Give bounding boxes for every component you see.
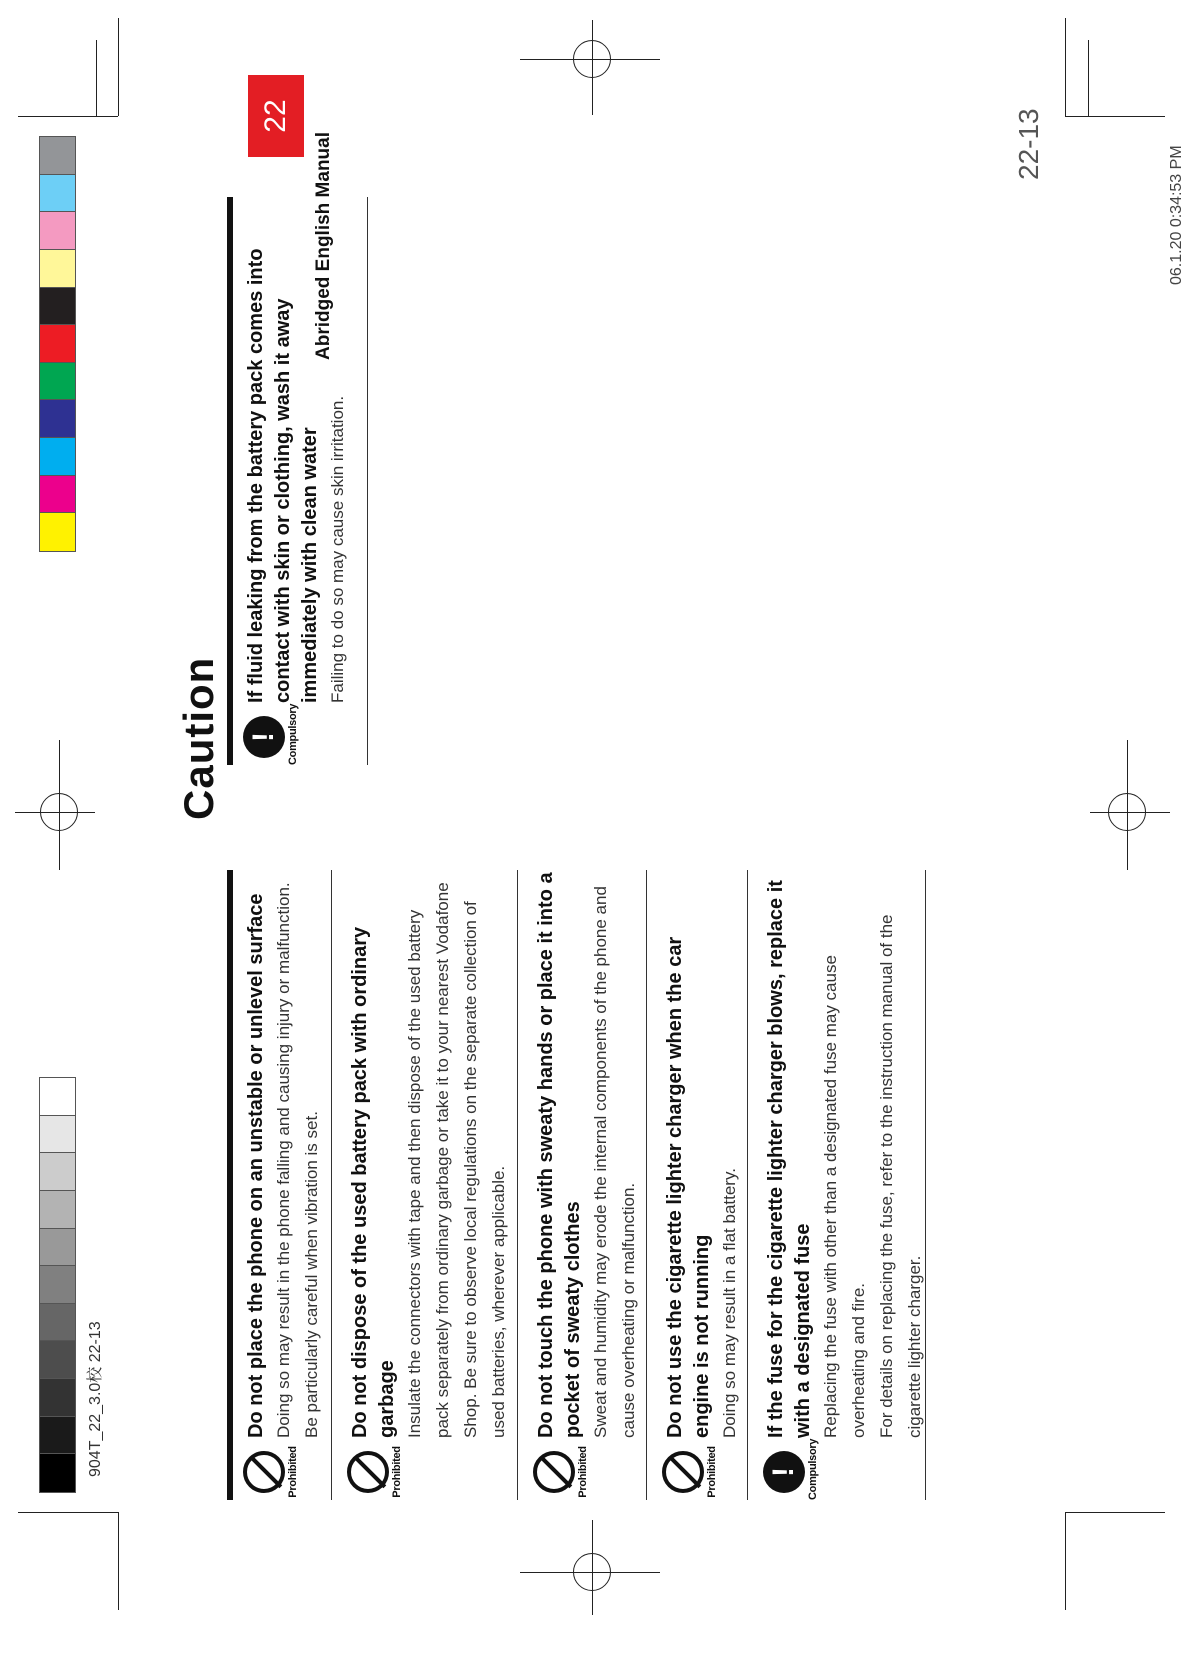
color-patch [40, 1454, 75, 1492]
compulsory-icon: ! Compulsory [243, 709, 299, 765]
caution-item [347, 870, 513, 1500]
caution-body: Doing so may result in a flat battery. [720, 1168, 739, 1438]
process-color-bar [39, 136, 76, 552]
running-title: Abridged English Manual [313, 131, 334, 360]
prohibited-icon [533, 1444, 589, 1500]
item-separator [367, 197, 368, 765]
color-patch [40, 1341, 75, 1379]
icon-label: Prohibited [287, 1446, 299, 1498]
color-patch [40, 175, 75, 213]
item-separator [747, 870, 748, 1500]
caution-heading: Do not touch the phone with sweaty hands or place it into a pocket of sweaty clothes [535, 872, 584, 1438]
color-patch [40, 1417, 75, 1455]
color-patch [40, 1379, 75, 1417]
color-patch [40, 1229, 75, 1267]
item-separator [646, 870, 647, 1500]
color-patch [40, 513, 75, 551]
caution-item [243, 197, 352, 765]
color-patch [40, 288, 75, 326]
grayscale-bar [39, 1077, 76, 1493]
item-separator [517, 870, 518, 1500]
color-patch [40, 1116, 75, 1154]
icon-label: Prohibited [577, 1446, 589, 1498]
color-patch [40, 1304, 75, 1342]
caution-body: Failing to do so may cause skin irritation. [328, 395, 347, 703]
caution-item [533, 870, 643, 1500]
prohibited-icon [347, 1444, 403, 1500]
caution-heading: If the fuse for the cigarette lighter charger blows, replace it with a designated fuse [765, 880, 814, 1438]
print-timestamp: 06.1.20 0:34:53 PM [1168, 145, 1185, 285]
color-patch [40, 250, 75, 288]
caution-body: Replacing the fuse with other than a designated fuse may cause overheating and fire. [821, 955, 868, 1438]
icon-label: Compulsory [287, 703, 299, 765]
color-patch [40, 1191, 75, 1229]
prohibited-icon [243, 1444, 299, 1500]
page-number-tab: 22 [248, 75, 304, 157]
caution-heading: If fluid leaking from the battery pack comes into contact with skin or clothing, wash it away immediately with clean water [245, 248, 321, 703]
prohibited-icon [662, 1444, 718, 1500]
color-patch [40, 400, 75, 438]
page-reference: 22-13 [1013, 108, 1044, 180]
manual-page [135, 75, 1015, 1500]
color-patch [40, 212, 75, 250]
caution-item [243, 870, 326, 1500]
left-column-rule [227, 870, 233, 1500]
caution-body: Insulate the connectors with tape and then dispose of the used battery pack separately from ordinary garbage or take it to your nearest Vodafone Shop. Be sure to observe local regulations on the separate collection of used batteries, wherever applicable. [405, 882, 508, 1438]
right-column-rule [227, 197, 233, 765]
caution-item [763, 870, 929, 1500]
color-patch [40, 137, 75, 175]
caution-heading: Do not place the phone on an unstable or unlevel surface [245, 893, 267, 1438]
caution-body: Sweat and humidity may erode the internal components of the phone and cause overheating or malfunction. [591, 886, 638, 1438]
caution-title: Caution [175, 656, 222, 820]
caution-body: Doing so may result in the phone falling and causing injury or malfunction. Be particularly careful when vibration is set. [274, 882, 321, 1438]
compulsory-icon: ! Compulsory [763, 1444, 819, 1500]
item-separator [331, 870, 332, 1500]
color-patch [40, 363, 75, 401]
icon-label: Prohibited [706, 1446, 718, 1498]
caution-heading: Do not use the cigarette lighter charger when the car engine is not running [664, 936, 713, 1438]
caution-heading: Do not dispose of the used battery pack with ordinary garbage [349, 926, 398, 1438]
file-label: 904T_22_3.0校 22-13 [87, 1321, 104, 1477]
caution-body: For details on replacing the fuse, refer to the instruction manual of the cigarette lighter charger. [877, 914, 924, 1438]
icon-label: Prohibited [391, 1446, 403, 1498]
icon-label: Compulsory [807, 1438, 819, 1500]
color-patch [40, 1153, 75, 1191]
caution-item [662, 870, 744, 1500]
color-patch [40, 325, 75, 363]
color-patch [40, 438, 75, 476]
color-patch [40, 476, 75, 514]
color-patch [40, 1266, 75, 1304]
color-patch [40, 1078, 75, 1116]
item-separator [925, 870, 926, 1500]
